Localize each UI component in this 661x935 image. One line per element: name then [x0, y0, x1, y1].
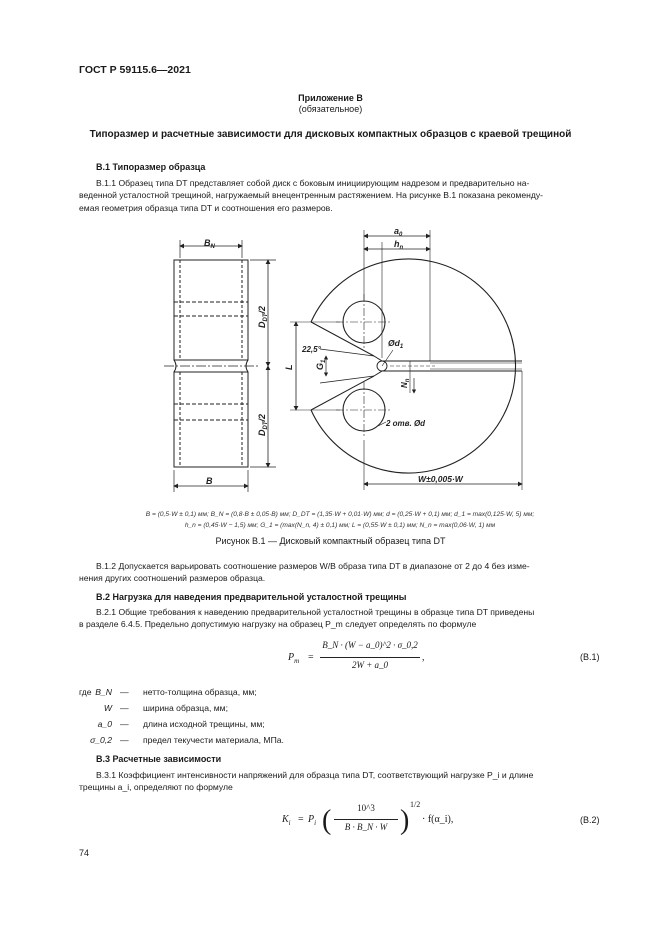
label-holes: 2 отв. Ød [386, 419, 426, 428]
paragraph-line: веденной усталостной трещиной, нагружаемый внецентренным растяжением. На рисунке В.1 показана рекоменду- [79, 190, 544, 201]
paragraph-b2-1 [79, 606, 601, 631]
paren-left: ( [322, 805, 332, 836]
formula-denominator: 2W + a_0 [351, 660, 389, 670]
fraction-bar [334, 819, 398, 820]
paragraph-line: емая геометрия образца типа DT и соотношения его размеров. [79, 202, 333, 213]
formula-eq: = [308, 652, 314, 663]
paragraph-line: В.3.1 Коэффициент интенсивности напряжений для образца типа DT, соответствующий нагрузке P_i и длине [96, 770, 534, 780]
figure-b1-title: Рисунок В.1 — Дисковый компактный образец типа DT [215, 536, 446, 546]
standard-header: ГОСТ Р 59115.6—2021 [79, 64, 191, 76]
equation-number-b1: (В.1) [580, 652, 600, 662]
formula-lhs: $P_m$ [288, 652, 300, 665]
formula-eq: = [298, 814, 304, 825]
label-d1: $Ød_1$ [388, 338, 404, 350]
paragraph-line: В.1.2 Допускается варьировать соотношение размеров W/B образа типа DT в диапазоне от 2 до 4 без изме- [96, 561, 530, 571]
side-view-upper [174, 260, 248, 360]
section-title: Типоразмер и расчетные зависимости для дисковых компактных образцов с краевой трещиной [89, 129, 572, 140]
definition-row: W — ширина образца, мм; [103, 703, 228, 713]
definition-row: B_N — нетто-толщина образца, мм; [95, 687, 257, 697]
heading-b2: В.2 Нагрузка для наведения предварительной усталостной трещины [96, 592, 407, 602]
legend-line: h_n = (0,45·W − 1,5) мм; G_1 = (max(N_n, 4) ± 0,1) мм; L = (0,55·W ± 0,1) мм; N_n = max(0,06·W, 1) мм [184, 522, 496, 529]
formula-denominator: B · B_N · W [344, 822, 388, 832]
label-ddt-bottom: $D_{DT}/2$ [257, 413, 269, 436]
paragraph-b1-2 [79, 560, 601, 585]
label-g1: $G_1$ [315, 359, 327, 370]
disc-outline [311, 259, 516, 473]
formula-tail: · f(α_i), [422, 814, 454, 825]
formula-numerator: B_N · (W − a_0)^2 · σ_0,2 [322, 640, 418, 650]
label-w: W±0,005·W [418, 474, 463, 484]
label-a0: $a_0$ [394, 226, 403, 238]
paragraph-line: В.1.1 Образец типа DT представляет собой диск с боковым инициирующим надрезом и предварительно на- [96, 178, 530, 188]
paragraph-line: В.2.1 Общие требования к наведению предварительной усталостной трещины в образце типа DT приведены [96, 607, 535, 617]
paragraph-line: нения других соотношений размеров образца. [79, 573, 266, 584]
formula-load: $P_i$ [308, 814, 317, 827]
label-bn: $B_N$ [204, 238, 215, 250]
definition-row: a_0 — длина исходной трещины, мм; [97, 719, 265, 729]
label-b: B [206, 476, 213, 486]
label-nn: $N_n$ [400, 378, 411, 388]
figure-b1-drawing [150, 218, 530, 503]
formula-b1 [288, 640, 428, 678]
formula-numerator: 10^3 [357, 803, 375, 813]
label-l: L [284, 364, 294, 370]
where-label: где [79, 687, 92, 697]
page-number: 74 [79, 848, 90, 858]
heading-b3: В.3 Расчетные зависимости [96, 754, 222, 764]
definition-row: σ_0,2 — предел текучести материала, МПа. [90, 735, 284, 745]
appendix-title: Приложение В [298, 93, 363, 103]
paragraph-line: трещины a_i, определяют по формуле [79, 782, 233, 793]
paragraph-b3-1 [79, 769, 601, 794]
formula-lhs: $K_i$ [282, 814, 291, 827]
paragraph-line: в разделе 6.4.5. Предельно допустимую нагрузку на образец P_m следует определять по формуле [79, 619, 477, 630]
label-angle: 22,5° [302, 345, 321, 354]
label-hn: $h_n$ [394, 239, 404, 251]
paragraph-b1-1 [79, 177, 601, 214]
formula-b2 [282, 800, 472, 840]
heading-b1: В.1 Типоразмер образца [96, 162, 206, 172]
formula-power: 1/2 [410, 800, 421, 809]
fraction-bar [320, 657, 420, 658]
equation-number-b2: (В.2) [580, 815, 600, 825]
figure-b1-legend [79, 509, 601, 531]
legend-line: B = (0,5·W ± 0,1) мм; B_N = (0,8·B ± 0,05·B) мм; D_DT = (1,35·W + 0,01·W) мм; d = (0,25·W + 0,1) мм; d_1 = max(0,125·W, 5) мм; [145, 511, 535, 518]
appendix-subtitle: (обязательное) [298, 104, 363, 114]
formula-tail: , [422, 652, 425, 663]
paren-right: ) [400, 805, 410, 836]
label-ddt-top: $D_{DT}/2$ [257, 305, 269, 328]
